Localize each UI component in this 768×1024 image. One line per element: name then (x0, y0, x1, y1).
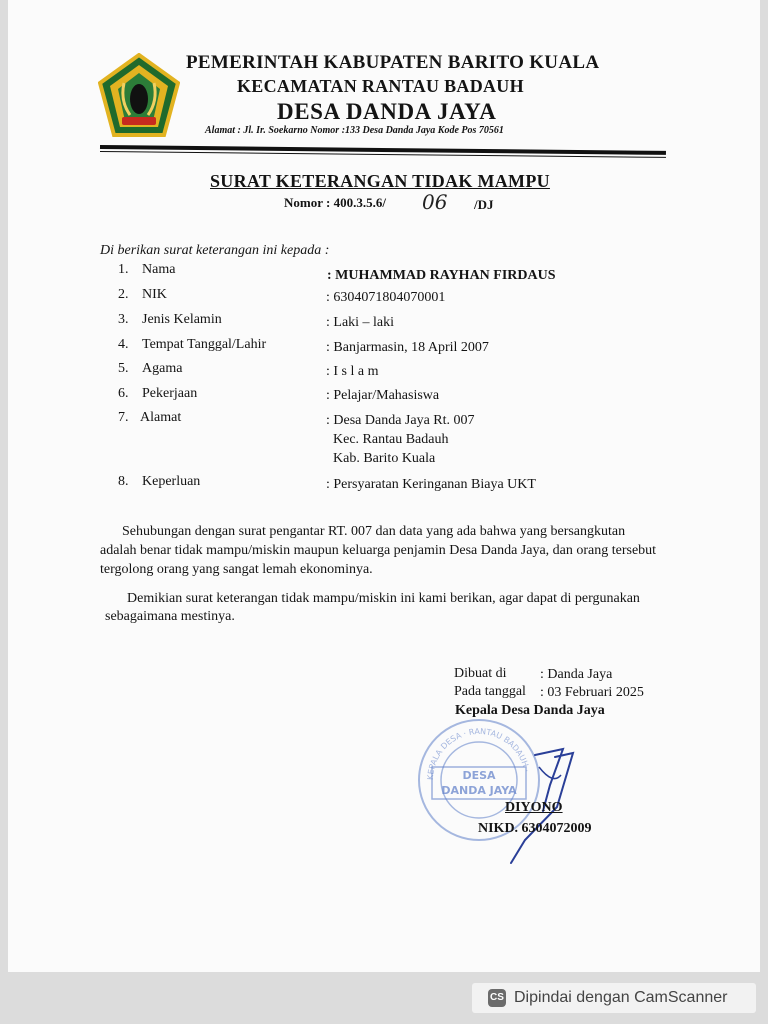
paragraph-2-line-1: Demikian surat keterangan tidak mampu/miskin ini kami berikan, agar dapat di pergunakan (127, 591, 640, 606)
header-line-1: PEMERINTAH KABUPATEN BARITO KUALA (186, 52, 600, 73)
document-title: SURAT KETERANGAN TIDAK MAMPU (210, 171, 550, 191)
field-value-keperluan: : Persyaratan Keringanan Biaya UKT (326, 477, 536, 492)
field-no: 1. (118, 262, 129, 277)
paragraph-1-line-2: adalah benar tidak mampu/miskin maupun keluarga penjamin Desa Danda Jaya, dan orang tersebut (100, 543, 657, 558)
document-number-handwritten: 06 (422, 190, 448, 214)
regency-emblem-icon (98, 53, 180, 137)
field-label-jenis-kelamin: Jenis Kelamin (142, 312, 222, 327)
header-line-3: DESA DANDA JAYA (277, 99, 497, 124)
header-line-2: KECAMATAN RANTAU BADAUH (237, 76, 524, 96)
field-no: 3. (118, 312, 129, 327)
signature-date-label: Pada tanggal (454, 684, 526, 699)
field-label-ttl: Tempat Tanggal/Lahir (142, 337, 267, 352)
field-label-pekerjaan: Pekerjaan (142, 386, 198, 401)
signature-position: Kepala Desa Danda Jaya (455, 703, 605, 718)
svg-text:DANDA JAYA: DANDA JAYA (441, 784, 517, 797)
signatory-name: DIYONO (505, 800, 563, 815)
document-number-label: Nomor : 400.3.5.6/ (284, 195, 386, 210)
field-value-nik: : 6304071804070001 (326, 290, 446, 305)
field-label-agama: Agama (142, 361, 183, 376)
field-no: 8. (118, 474, 129, 489)
header-address: Alamat : Jl. Ir. Soekarno Nomor :133 Desa Danda Jaya Kode Pos 70561 (205, 125, 504, 136)
paragraph-1-line-3: tergolong orang yang sangat lemah ekonominya. (100, 562, 373, 577)
field-no: 4. (118, 337, 129, 352)
field-no: 5. (118, 361, 129, 376)
field-label-nama: Nama (142, 262, 176, 277)
intro-text: Di berikan surat keterangan ini kepada : (100, 243, 330, 258)
scanner-watermark-text: Dipindai dengan CamScanner (514, 989, 728, 1006)
field-no: 7. (118, 410, 129, 425)
field-label-nik: NIK (142, 287, 167, 302)
field-value-alamat-1: : Desa Danda Jaya Rt. 007 (326, 413, 475, 428)
field-no: 2. (118, 287, 129, 302)
camscanner-icon: CS (488, 989, 506, 1007)
signature-place-label: Dibuat di (454, 666, 507, 681)
signature-place-value: : Danda Jaya (540, 667, 613, 682)
signatory-nikd: NIKD. 6304072009 (478, 821, 592, 836)
field-value-agama: : I s l a m (326, 364, 379, 379)
field-value-ttl: : Banjarmasin, 18 April 2007 (326, 340, 489, 355)
field-value-alamat-3: Kab. Barito Kuala (333, 451, 436, 466)
field-value-pekerjaan: : Pelajar/Mahasiswa (326, 388, 440, 403)
field-value-nama: : MUHAMMAD RAYHAN FIRDAUS (327, 268, 556, 283)
svg-text:DESA: DESA (462, 769, 496, 782)
field-label-keperluan: Keperluan (142, 474, 201, 489)
field-value-alamat-2: Kec. Rantau Badauh (333, 432, 449, 447)
document-number-suffix: /DJ (474, 197, 494, 212)
field-no: 6. (118, 386, 129, 401)
field-value-jenis-kelamin: : Laki – laki (326, 315, 395, 330)
paragraph-1-line-1: Sehubungan dengan surat pengantar RT. 007 dan data yang ada bahwa yang bersangkutan (122, 524, 626, 539)
paragraph-2-line-2: sebagaimana mestinya. (105, 609, 235, 624)
field-label-alamat: Alamat (140, 410, 182, 425)
svg-text:KEPALA DESA · RANTAU BADAUH ·: KEPALA DESA · RANTAU BADAUH · (425, 726, 532, 781)
signature-date-value: : 03 Februari 2025 (540, 685, 644, 700)
